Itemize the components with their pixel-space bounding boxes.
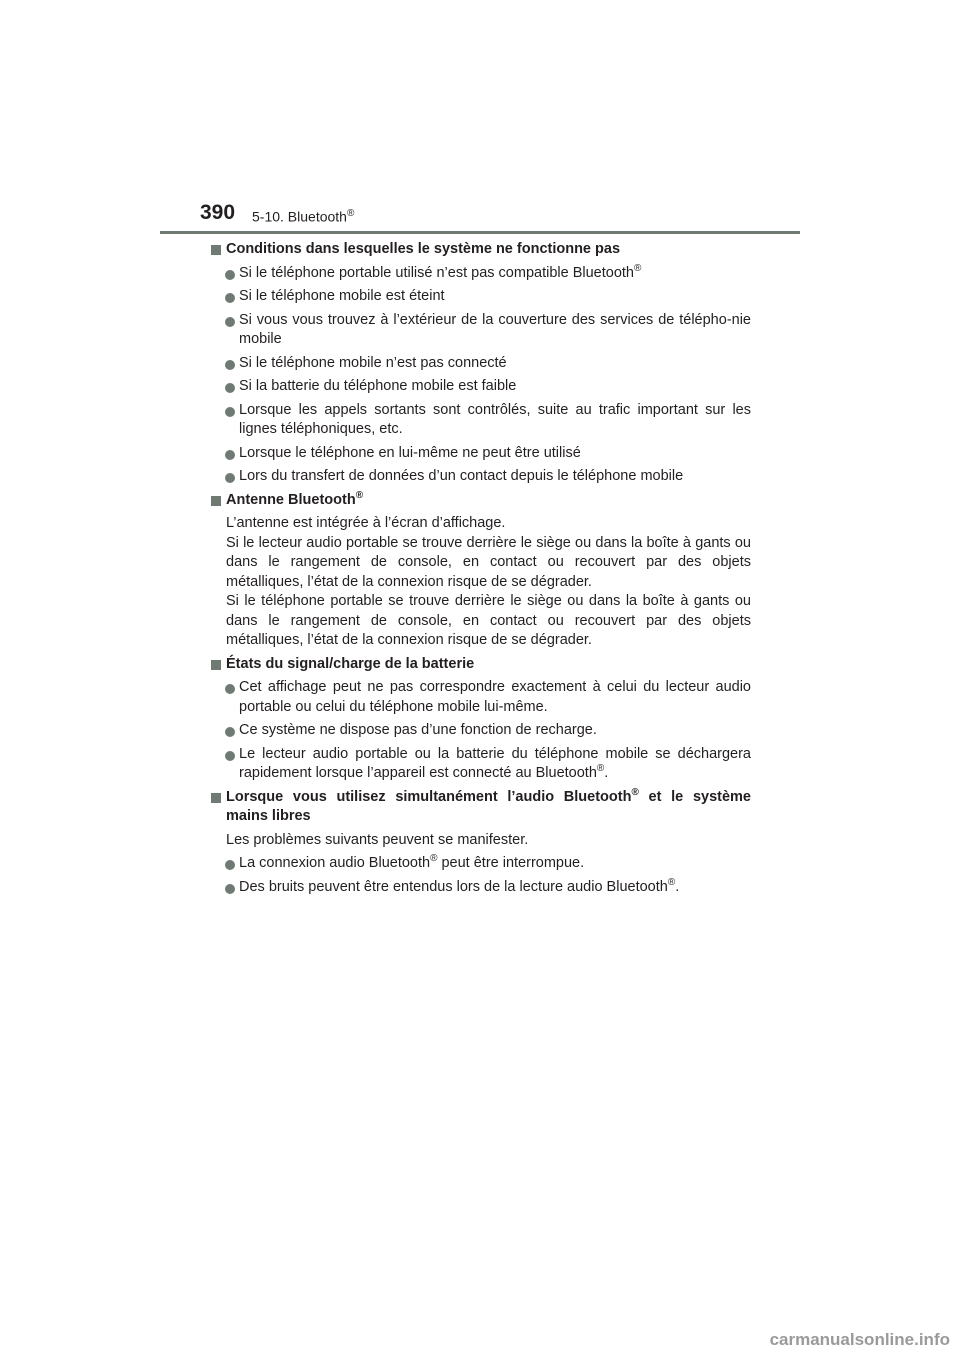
round-bullet-icon [225, 317, 235, 327]
square-bullet-icon [211, 660, 221, 670]
round-bullet-icon [225, 684, 235, 694]
section-simultaneous-use [211, 788, 751, 898]
section-heading: États du signal/charge de la batterie [211, 655, 751, 675]
square-bullet-icon [211, 793, 221, 803]
round-bullet-icon [225, 293, 235, 303]
section-heading: Lorsque vous utilisez simultanément l’audio Bluetooth® et le système mains libres [211, 788, 751, 827]
paragraph: Si le téléphone portable se trouve derrière le siège ou dans la boîte à gants ou dans le rangement de console, en contact ou recouvert par des objets métalliques, l’état de la connexion risque de se dégrader. [226, 593, 751, 648]
list-item: Si le téléphone mobile n’est pas connecté [211, 354, 751, 374]
section-conditions [211, 240, 751, 487]
list-item: La connexion audio Bluetooth® peut être interrompue. [211, 854, 751, 874]
round-bullet-icon [225, 860, 235, 870]
round-bullet-icon [225, 407, 235, 417]
round-bullet-icon [225, 360, 235, 370]
round-bullet-icon [225, 884, 235, 894]
round-bullet-icon [225, 270, 235, 280]
page-content [211, 240, 751, 901]
watermark: carmanualsonline.info [769, 1330, 950, 1349]
paragraph: Les problèmes suivants peuvent se manifester. [226, 831, 529, 848]
list-item: Le lecteur audio portable ou la batterie du téléphone mobile se déchargera rapidement lorsque l’appareil est connecté au Bluetooth®. [211, 745, 751, 784]
list-item: Lors du transfert de données d’un contact depuis le téléphone mobile [211, 467, 751, 487]
paragraph: Si le lecteur audio portable se trouve derrière le siège ou dans la boîte à gants ou dans le rangement de console, en contact ou recouvert par des objets métalliques, l’état de la connexion risque de se dégrader. [226, 534, 751, 590]
list-item: Lorsque le téléphone en lui-même ne peut être utilisé [211, 444, 751, 464]
list-item: Si le téléphone mobile est éteint [211, 287, 751, 307]
page-number: 390 [200, 201, 236, 224]
round-bullet-icon [225, 727, 235, 737]
list-item: Si vous vous trouvez à l’extérieur de la couverture des services de télépho-nie mobile [211, 311, 751, 350]
section-heading: Conditions dans lesquelles le système ne fonctionne pas [211, 240, 751, 260]
header-rule [160, 231, 800, 234]
list-item: Lorsque les appels sortants sont contrôlés, suite au trafic important sur les lignes téléphoniques, etc. [211, 401, 751, 440]
round-bullet-icon [225, 473, 235, 483]
chapter-title: 5-10. Bluetooth® [252, 208, 355, 225]
section-heading: Antenne Bluetooth® [211, 491, 751, 511]
list-item: Ce système ne dispose pas d’une fonction de recharge. [211, 721, 751, 741]
list-item: Si le téléphone portable utilisé n’est pas compatible Bluetooth® [211, 264, 751, 284]
paragraph: L’antenne est intégrée à l’écran d’affichage. [226, 515, 506, 531]
list-item: Si la batterie du téléphone mobile est faible [211, 377, 751, 397]
round-bullet-icon [225, 751, 235, 761]
list-item: Des bruits peuvent être entendus lors de la lecture audio Bluetooth®. [211, 878, 751, 898]
square-bullet-icon [211, 245, 221, 255]
list-item: Cet affichage peut ne pas correspondre exactement à celui du lecteur audio portable ou celui du téléphone mobile lui-même. [211, 678, 751, 717]
round-bullet-icon [225, 450, 235, 460]
round-bullet-icon [225, 383, 235, 393]
section-signal-battery [211, 655, 751, 784]
square-bullet-icon [211, 496, 221, 506]
section-antenna [211, 491, 751, 651]
